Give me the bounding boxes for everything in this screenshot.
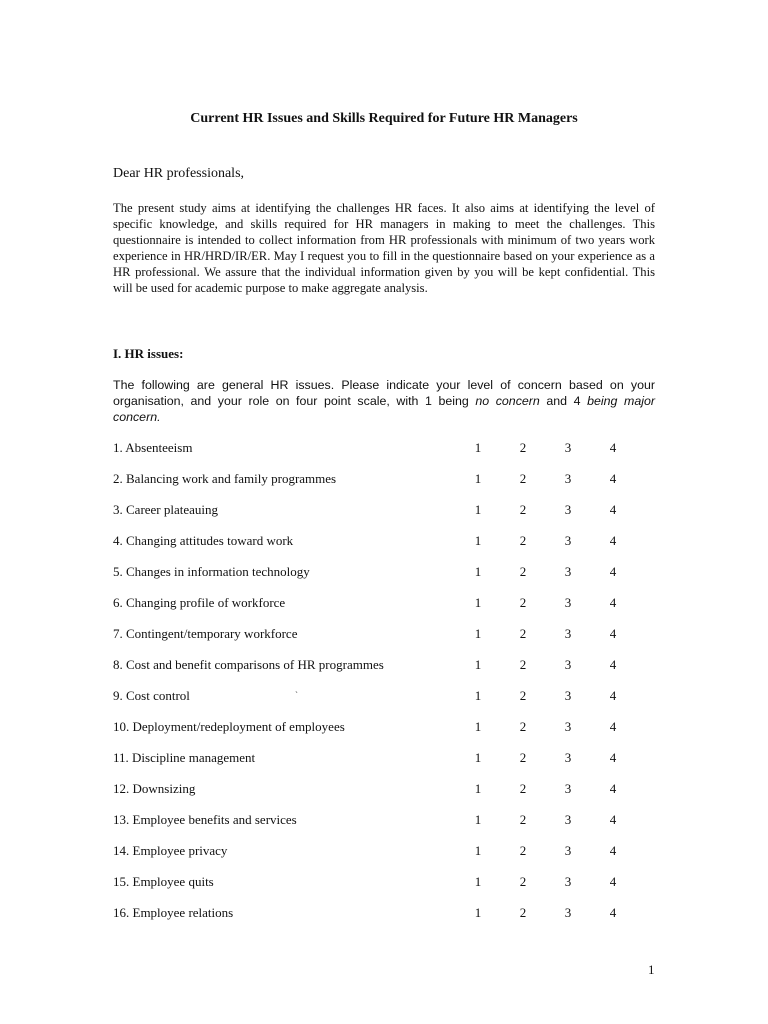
rating-option-3[interactable]: 3 <box>564 440 572 455</box>
rating-option-2[interactable]: 2 <box>519 812 527 827</box>
rating-option-2[interactable]: 2 <box>519 626 527 641</box>
list-item <box>113 564 633 595</box>
rating-option-4[interactable]: 4 <box>609 595 617 610</box>
instructions-text-2: and 4 <box>539 394 588 408</box>
rating-option-3[interactable]: 3 <box>564 471 572 486</box>
section-heading: I. HR issues: <box>113 346 184 361</box>
rating-option-4[interactable]: 4 <box>609 812 617 827</box>
item-label: 16. Employee relations <box>113 905 234 920</box>
item-label: 12. Downsizing <box>113 781 196 796</box>
list-item <box>113 688 633 719</box>
item-label: 14. Employee privacy <box>113 843 228 858</box>
rating-option-1[interactable]: 1 <box>474 719 482 734</box>
list-item <box>113 719 633 750</box>
page-number: 1 <box>648 962 655 977</box>
rating-option-1[interactable]: 1 <box>474 874 482 889</box>
item-label: 15. Employee quits <box>113 874 214 889</box>
rating-option-3[interactable]: 3 <box>564 843 572 858</box>
rating-option-2[interactable]: 2 <box>519 719 527 734</box>
rating-option-3[interactable]: 3 <box>564 626 572 641</box>
rating-option-1[interactable]: 1 <box>474 905 482 920</box>
rating-option-3[interactable]: 3 <box>564 812 572 827</box>
rating-option-1[interactable]: 1 <box>474 595 482 610</box>
item-label: 13. Employee benefits and services <box>113 812 297 827</box>
rating-option-2[interactable]: 2 <box>519 688 527 703</box>
rating-option-1[interactable]: 1 <box>474 843 482 858</box>
rating-option-4[interactable]: 4 <box>609 688 617 703</box>
intro-paragraph: The present study aims at identifying the challenges HR faces. It also aims at identifying the level of specific knowledge, and skills required for HR managers in making to meet the challenges. This questionnaire is intended to collect information from HR professionals with minimum of two years work experience in HR/HRD/IR/ER. May I request you to fill in the questionnaire based on your experience as a HR professional. We assure that the individual information given by you will be kept confidential. This will be used for academic purpose to make aggregate analysis. <box>113 201 655 295</box>
rating-option-3[interactable]: 3 <box>564 533 572 548</box>
rating-option-1[interactable]: 1 <box>474 688 482 703</box>
rating-option-1[interactable]: 1 <box>474 533 482 548</box>
rating-option-3[interactable]: 3 <box>564 719 572 734</box>
rating-option-3[interactable]: 3 <box>564 905 572 920</box>
stray-mark: ` <box>295 690 298 700</box>
rating-option-2[interactable]: 2 <box>519 874 527 889</box>
item-label: 3. Career plateauing <box>113 502 219 517</box>
item-label: 6. Changing profile of workforce <box>113 595 286 610</box>
rating-option-1[interactable]: 1 <box>474 502 482 517</box>
list-item <box>113 657 633 688</box>
rating-option-4[interactable]: 4 <box>609 471 617 486</box>
rating-option-2[interactable]: 2 <box>519 905 527 920</box>
document-title: Current HR Issues and Skills Required for Future HR Managers <box>190 111 578 126</box>
list-item <box>113 471 633 502</box>
list-item <box>113 781 633 812</box>
rating-option-4[interactable]: 4 <box>609 502 617 517</box>
rating-option-1[interactable]: 1 <box>474 781 482 796</box>
list-item <box>113 812 633 843</box>
salutation: Dear HR professionals, <box>113 166 245 181</box>
list-item <box>113 626 633 657</box>
rating-option-2[interactable]: 2 <box>519 440 527 455</box>
rating-option-3[interactable]: 3 <box>564 502 572 517</box>
item-label: 4. Changing attitudes toward work <box>113 533 294 548</box>
rating-option-3[interactable]: 3 <box>564 874 572 889</box>
rating-option-2[interactable]: 2 <box>519 471 527 486</box>
rating-option-4[interactable]: 4 <box>609 874 617 889</box>
rating-option-3[interactable]: 3 <box>564 750 572 765</box>
rating-option-1[interactable]: 1 <box>474 440 482 455</box>
rating-option-1[interactable]: 1 <box>474 564 482 579</box>
hr-issues-list <box>113 440 633 936</box>
list-item <box>113 533 633 564</box>
instructions-emphasis-1: no concern <box>475 394 540 408</box>
rating-option-4[interactable]: 4 <box>609 440 617 455</box>
rating-option-3[interactable]: 3 <box>564 688 572 703</box>
rating-option-1[interactable]: 1 <box>474 750 482 765</box>
rating-option-3[interactable]: 3 <box>564 781 572 796</box>
rating-option-1[interactable]: 1 <box>474 626 482 641</box>
rating-option-3[interactable]: 3 <box>564 595 572 610</box>
list-item <box>113 874 633 905</box>
item-label: 2. Balancing work and family programmes <box>113 471 337 486</box>
rating-option-4[interactable]: 4 <box>609 750 617 765</box>
item-label: 7. Contingent/temporary workforce <box>113 626 298 641</box>
item-label: 11. Discipline management <box>113 750 256 765</box>
instructions-text-1: The following are general HR issues. Please indicate your level of concern based on your organisation, and your role on four point scale, with 1 being <box>113 378 655 408</box>
list-item <box>113 843 633 874</box>
rating-option-1[interactable]: 1 <box>474 657 482 672</box>
list-item <box>113 502 633 533</box>
list-item <box>113 595 633 626</box>
list-item <box>113 905 633 936</box>
rating-option-4[interactable]: 4 <box>609 905 617 920</box>
item-label: 9. Cost control <box>113 688 190 703</box>
rating-option-2[interactable]: 2 <box>519 533 527 548</box>
rating-option-2[interactable]: 2 <box>519 657 527 672</box>
item-label: 5. Changes in information technology <box>113 564 310 579</box>
item-label: 8. Cost and benefit comparisons of HR programmes <box>113 657 384 672</box>
rating-option-3[interactable]: 3 <box>564 564 572 579</box>
rating-option-4[interactable]: 4 <box>609 533 617 548</box>
item-label: 1. Absenteeism <box>113 440 193 455</box>
rating-option-4[interactable]: 4 <box>609 657 617 672</box>
item-label: 10. Deployment/redeployment of employees <box>113 719 345 734</box>
rating-option-4[interactable]: 4 <box>609 781 617 796</box>
rating-option-1[interactable]: 1 <box>474 471 482 486</box>
instructions-paragraph <box>113 377 655 425</box>
rating-option-2[interactable]: 2 <box>519 843 527 858</box>
rating-option-4[interactable]: 4 <box>609 564 617 579</box>
rating-option-2[interactable]: 2 <box>519 502 527 517</box>
rating-option-4[interactable]: 4 <box>609 719 617 734</box>
rating-option-2[interactable]: 2 <box>519 781 527 796</box>
rating-option-2[interactable]: 2 <box>519 750 527 765</box>
list-item <box>113 750 633 781</box>
rating-option-4[interactable]: 4 <box>609 626 617 641</box>
rating-option-2[interactable]: 2 <box>519 564 527 579</box>
rating-option-4[interactable]: 4 <box>609 843 617 858</box>
rating-option-1[interactable]: 1 <box>474 812 482 827</box>
rating-option-3[interactable]: 3 <box>564 657 572 672</box>
instructions-emphasis-2: being major concern. <box>113 394 655 424</box>
rating-option-2[interactable]: 2 <box>519 595 527 610</box>
list-item <box>113 440 633 471</box>
